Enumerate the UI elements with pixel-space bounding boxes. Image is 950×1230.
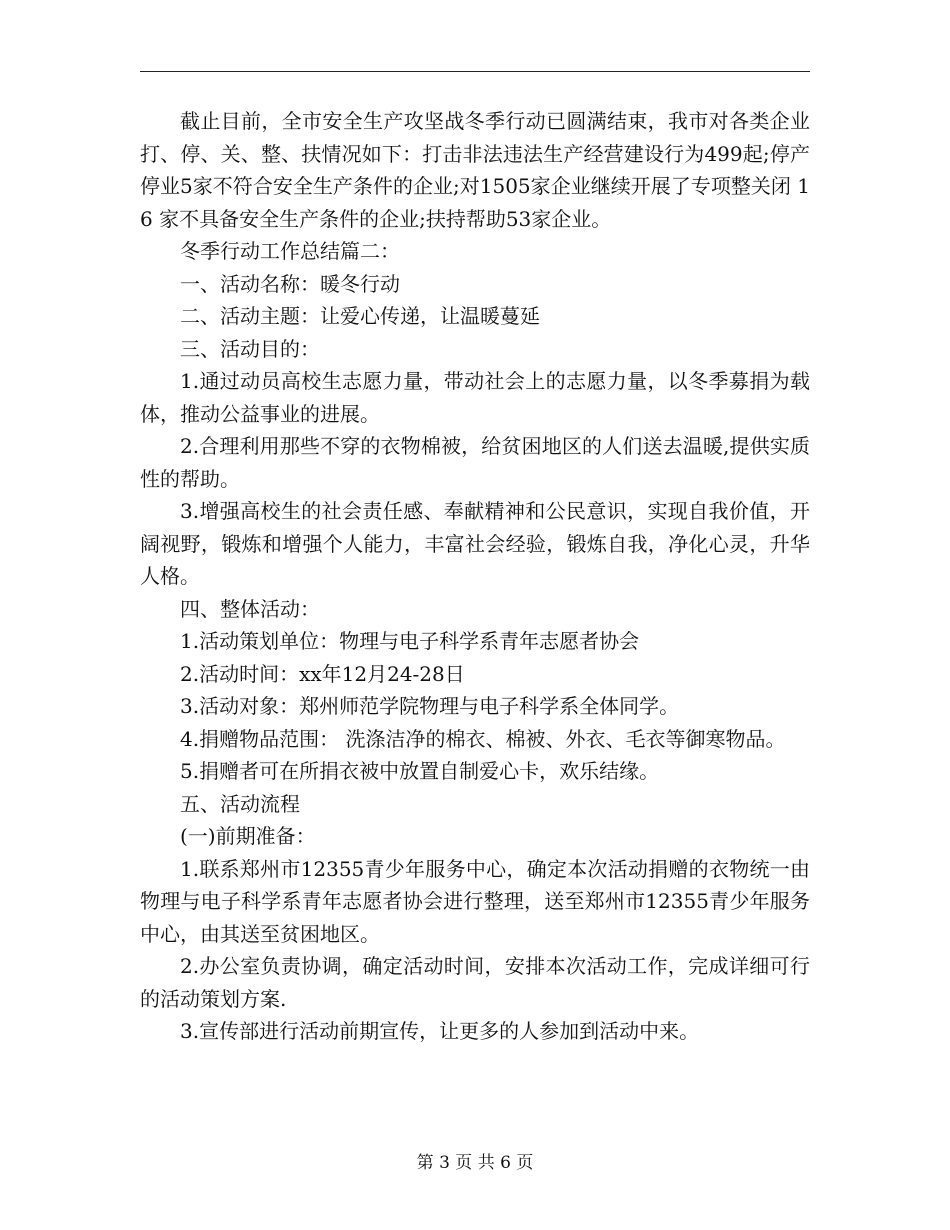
- paragraph: 五、活动流程: [180, 791, 300, 816]
- document-body: [140, 105, 810, 1048]
- paragraph: 二、活动主题：让爱心传递，让温暖蔓延: [180, 304, 540, 328]
- paragraph: 2.活动时间：xx年12月24-28日: [180, 661, 465, 686]
- paragraph: 2.合理利用那些不穿的衣物棉被，给贫困地区的人们送去温暖,提供实质性的帮助。: [140, 434, 810, 491]
- paragraph: 4.捐赠物品范围： 洗涤洁净的棉衣、棉被、外衣、毛衣等御寒物品。: [180, 726, 786, 751]
- paragraph: 冬季行动工作总结篇二：: [180, 239, 400, 263]
- paragraph: 1.联系郑州市12355青少年服务中心，确定本次活动捐赠的衣物统一由物理与电子科学系青年志愿者协会进行整理，送至郑州市12355青少年服务中心，由其送至贫困地区。: [140, 856, 810, 946]
- paragraph: 5.捐赠者可在所捐衣被中放置自制爱心卡，欢乐结缘。: [180, 759, 660, 783]
- page-number: 第 3 页 共 6 页: [416, 1153, 534, 1173]
- header-rule: [140, 71, 810, 72]
- paragraph: 2.办公室负责协调，确定活动时间，安排本次活动工作，完成详细可行的活动策划方案.: [140, 954, 810, 1011]
- paragraph: 四、整体活动：: [180, 596, 320, 621]
- paragraph: 1.通过动员高校生志愿力量，带动社会上的志愿力量，以冬季募捐为载体，推动公益事业的进展。: [140, 369, 810, 426]
- paragraph: 一、活动名称：暖冬行动: [180, 271, 400, 296]
- page-footer: [0, 1148, 950, 1173]
- paragraph: 3.宣传部进行活动前期宣传，让更多的人参加到活动中来。: [180, 1019, 700, 1043]
- paragraph: 三、活动目的：: [180, 336, 320, 361]
- paragraph: 截止目前，全市安全生产攻坚战冬季行动已圆满结束，我市对各类企业打、停、关、整、扶情况如下：打击非法违法生产经营建设行为499起;停产停业5家不符合安全生产条件的企业;对1505家企业继续开展了专项整关闭 16 家不具备安全生产条件的企业;扶持帮助53家企业。: [140, 109, 810, 231]
- paragraph: (一)前期准备：: [180, 824, 316, 848]
- paragraph: 3.活动对象：郑州师范学院物理与电子科学系全体同学。: [180, 694, 680, 718]
- paragraph: 1.活动策划单位：物理与电子科学系青年志愿者协会: [180, 629, 640, 653]
- paragraph: 3.增强高校生的社会责任感、奉献精神和公民意识，实现自我价值，开阔视野，锻炼和增强个人能力，丰富社会经验，锻炼自我，净化心灵，升华人格。: [140, 499, 810, 588]
